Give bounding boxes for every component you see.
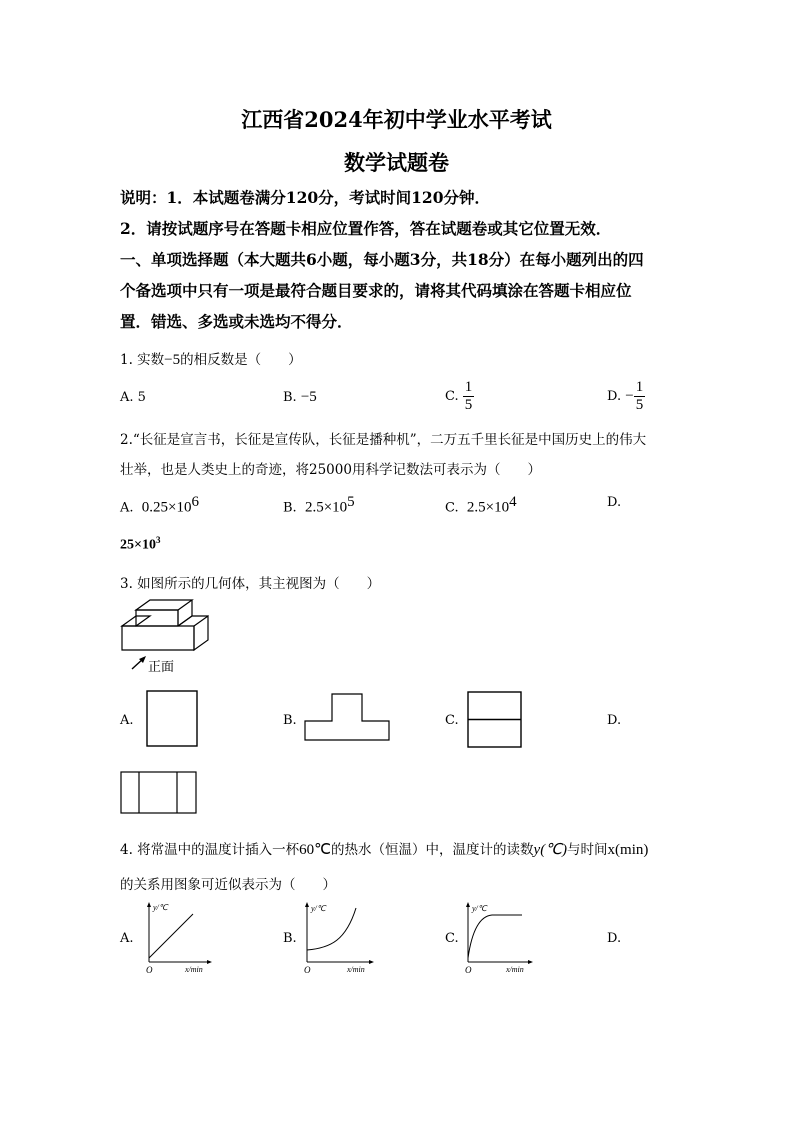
exam-subtitle: 数学试题卷 <box>344 150 449 175</box>
q4-b-origin: O <box>304 965 311 975</box>
section-header-line-1: 一、单项选择题（本大题共6小题，每小题3分，共18分）在每小题列出的四 <box>120 250 644 269</box>
q2-option-a[interactable]: A. $0.25\times 10^6$ <box>120 494 200 516</box>
q4-option-a-graph[interactable] <box>143 900 213 975</box>
q2-option-d-value[interactable]: $25\times 10^3$ <box>120 535 161 553</box>
q3-option-b-figure[interactable] <box>304 693 390 743</box>
q2-option-c[interactable]: C. $2.5\times 10^4$ <box>445 494 517 516</box>
question-4-stem-line-2: 的关系用图象可近似表示为（ ） <box>120 877 336 893</box>
q4-option-a-label[interactable]: A. <box>120 931 134 946</box>
instruction-line-2: 2．请按试题序号在答题卡相应位置作答，答在试题卷或其它位置无效． <box>120 219 612 238</box>
question-1-stem: 1. 实数−5的相反数是（ ） <box>120 352 302 368</box>
q3-solid-figure <box>118 598 218 656</box>
q4-a-ylabel: y/℃ <box>153 903 168 912</box>
q1-option-d[interactable]: D. − $\frac{1}{5}$ <box>607 379 644 413</box>
q4-a-origin: O <box>146 965 153 975</box>
front-view-label: 正面 <box>148 660 175 675</box>
front-view-arrow-icon <box>130 655 150 671</box>
q3-option-a-label[interactable]: A. <box>120 713 134 728</box>
q3-option-b-label[interactable]: B. <box>283 713 297 728</box>
q4-option-b-label[interactable]: B. <box>283 931 297 946</box>
q4-b-ylabel: y/℃ <box>311 904 326 913</box>
q4-c-xlabel: x/min <box>506 965 524 974</box>
q1-option-a[interactable]: A. 5 <box>120 390 146 405</box>
section-header-line-3: 置．错选、多选或未选均不得分． <box>120 312 353 331</box>
q1-value: −5 <box>164 352 181 368</box>
q4-option-c-label[interactable]: C. <box>445 931 459 946</box>
q2-option-d-label[interactable]: D. <box>607 495 622 510</box>
q1-option-c-fraction: $\frac{1}{5}$ <box>464 379 473 413</box>
q3-option-d-figure[interactable] <box>120 771 197 814</box>
question-2-stem-line-1: 2.“长征是宣言书，长征是宣传队，长征是播种机”，二万五千里长征是中国历史上的伟大 <box>120 432 647 448</box>
q2-option-b[interactable]: B. $2.5\times 10^5$ <box>283 494 355 516</box>
section-header-line-2: 个备选项中只有一项是最符合题目要求的，请将其代码填涂在答题卡相应位 <box>120 281 632 300</box>
q4-option-d-label[interactable]: D. <box>607 931 622 946</box>
question-2-stem-line-2: 壮举，也是人类史上的奇迹，将25000用科学记数法可表示为（ ） <box>120 462 541 478</box>
q4-a-xlabel: x/min <box>185 965 203 974</box>
q4-c-origin: O <box>465 965 472 975</box>
q4-option-c-graph[interactable] <box>462 900 537 975</box>
q1-option-c[interactable]: C. $\frac{1}{5}$ <box>445 379 473 413</box>
exam-title: 江西省2024年初中学业水平考试 <box>241 107 552 132</box>
q4-option-b-graph[interactable] <box>301 900 376 975</box>
q3-option-d-label[interactable]: D. <box>607 713 622 728</box>
q1-option-b[interactable]: B. −5 <box>283 389 317 405</box>
question-3-stem: 3. 如图所示的几何体，其主视图为（ ） <box>120 576 381 592</box>
instruction-line-1: 说明：1．本试题卷满分120分，考试时间120分钟． <box>120 188 490 207</box>
q3-option-c-figure[interactable] <box>467 691 522 749</box>
q4-b-xlabel: x/min <box>347 965 365 974</box>
q3-option-c-label[interactable]: C. <box>445 713 459 728</box>
q3-option-a-figure[interactable] <box>146 690 198 748</box>
question-4-stem-line-1: 4. 将常温中的温度计插入一杯60℃的热水（恒温）中，温度计的读数y(℃)与时间x(min) <box>120 842 649 858</box>
q1-option-d-fraction: $\frac{1}{5}$ <box>635 379 644 413</box>
q4-c-ylabel: y/℃ <box>472 904 487 913</box>
